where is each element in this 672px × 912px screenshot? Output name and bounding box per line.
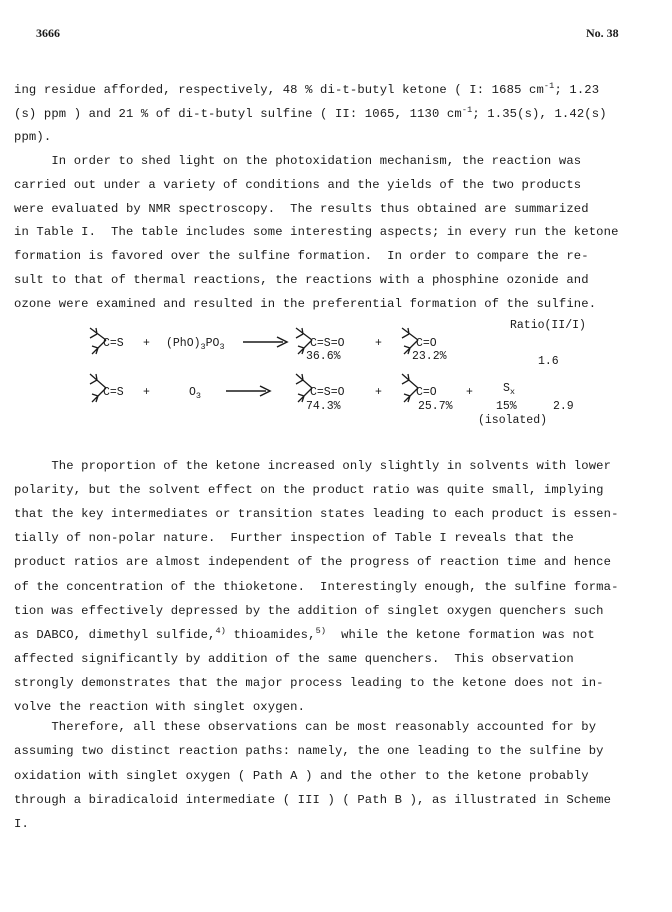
reaction-arrow bbox=[226, 385, 272, 397]
text-line: polarity, but the solvent effect on the product ratio was quite small, implying bbox=[14, 483, 604, 498]
sulfine-yield-1: 36.6% bbox=[306, 350, 341, 363]
text-line: affected significantly by addition of the same quenchers. This observation bbox=[14, 651, 574, 666]
text-line: volve the reaction with singlet oxygen. bbox=[14, 700, 306, 714]
text-line: in Table I. The table includes some interesting aspects; in every run the ketone bbox=[14, 225, 619, 240]
sulfine-2: C=S=O bbox=[310, 386, 345, 399]
text-line: (s) ppm ) and 21 % of di-t-butyl sulfine ( II: 1065, 1130 $cm^{-1}$; 1.35(s), 1.42(s) bbox=[14, 104, 607, 121]
ratio-header: Ratio(II/I) bbox=[510, 319, 586, 332]
text-line: formation is favored over the sulfine formation. In order to compare the re- bbox=[14, 249, 589, 264]
sulfur-yield: 15% bbox=[496, 400, 517, 413]
ratio-value-2: 2.9 bbox=[553, 400, 574, 413]
text-line: sult to that of thermal reactions, the reactions with a phosphine ozonide and bbox=[14, 273, 589, 287]
thioketone-2: C=S bbox=[103, 386, 124, 399]
sulfine-1: C=S=O bbox=[310, 337, 345, 350]
text-line: that the key intermediates or transition states leading to each product is essen- bbox=[14, 507, 619, 522]
ketone-2: C=O bbox=[416, 386, 437, 399]
text-line: ppm). bbox=[14, 130, 52, 144]
text-line: tion was effectively depressed by the addition of singlet oxygen quenchers such bbox=[14, 603, 604, 618]
text-line: ing residue afforded, respectively, 48 % di-t-butyl ketone ( I: 1685 $cm^{-1}$; 1.23 bbox=[14, 81, 600, 97]
page-number: 3666 bbox=[36, 26, 60, 40]
text-line: The proportion of the ketone increased only slightly in solvents with lower bbox=[14, 459, 612, 473]
text-line: Therefore, all these observations can be most reasonably accounted for by bbox=[14, 720, 597, 734]
text-line: assuming two distinct reaction paths: namely, the one leading to the sulfine by bbox=[14, 744, 604, 759]
ratio-value-1: 1.6 bbox=[538, 355, 559, 368]
text-line: oxidation with singlet oxygen ( Path A ) and the other to the ketone probably bbox=[14, 768, 589, 783]
ketone-yield-1: 23.2% bbox=[412, 350, 447, 363]
elemental-sulfur: $S_x$ bbox=[503, 382, 516, 397]
sulfine-yield-2: 74.3% bbox=[306, 400, 341, 413]
text-line: I. bbox=[14, 817, 29, 832]
phosphite-ozonide: $(PhO)_3PO_3$ bbox=[166, 337, 225, 352]
journal-issue: No. 38 bbox=[586, 26, 619, 40]
text-line: ozone were examined and resulted in the preferential formation of the sulfine. bbox=[14, 296, 597, 311]
reaction-arrow bbox=[243, 336, 289, 348]
text-line: of the concentration of the thioketone. Interestingly enough, the sulfine forma- bbox=[14, 579, 619, 594]
isolated-note: (isolated) bbox=[478, 414, 548, 427]
text-line: as DABCO, dimethyl sulfide,$^{4)}$ thioamides,$^{5)}$ while the ketone formation was not bbox=[14, 625, 595, 642]
text-line: carried out under a variety of conditions and the yields of the two products bbox=[14, 177, 582, 192]
ketone-yield-2: 25.7% bbox=[418, 400, 453, 413]
text-line: were evaluated by NMR spectroscopy. The results thus obtained are summarized bbox=[14, 201, 589, 216]
ketone-1: C=O bbox=[416, 337, 437, 350]
thioketone-1: C=S bbox=[103, 337, 124, 350]
text-line: product ratios are almost independent of the progress of reaction time and hence bbox=[14, 555, 612, 570]
text-line: In order to shed light on the photoxidation mechanism, the reaction was bbox=[14, 154, 582, 168]
text-line: through a biradicaloid intermediate ( III ) ( Path B ), as illustrated in Scheme bbox=[14, 792, 612, 807]
ozone: $O_3$ bbox=[189, 386, 202, 401]
text-line: tially of non-polar nature. Further inspection of Table I reveals that the bbox=[14, 531, 574, 546]
text-line: strongly demonstrates that the major process leading to the ketone does not in- bbox=[14, 675, 604, 690]
